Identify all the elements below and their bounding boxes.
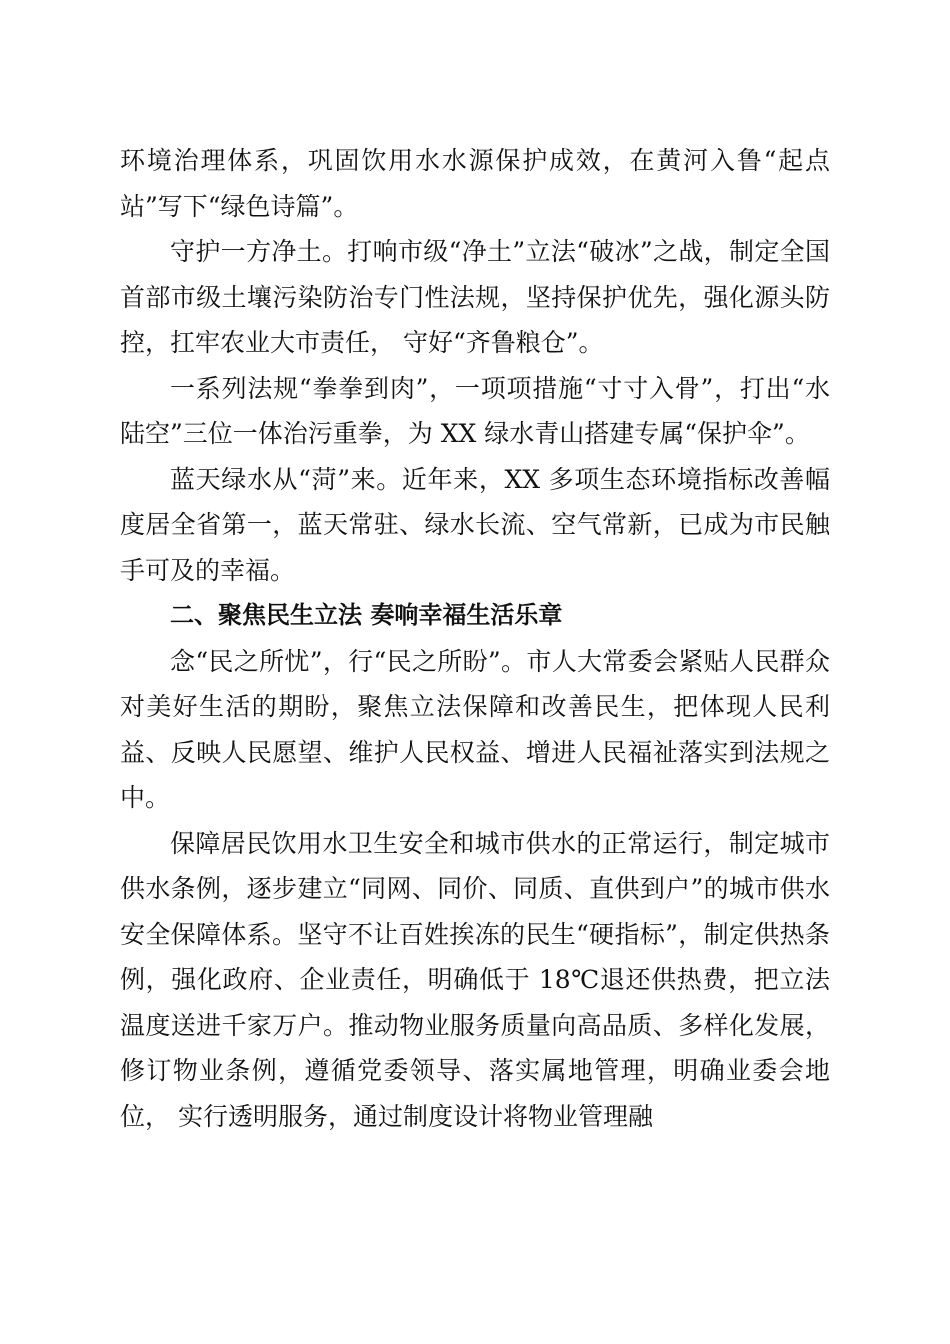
paragraph-livelihood: 念“民之所忧”，行“民之所盼”。市人大常委会紧贴人民群众对美好生活的期盼，聚焦立法保障和改善民生，把体现人民利益、反映人民愿望、维护人民权益、增进人民福祉落实到法规之中。 xyxy=(120,646,830,812)
paragraph-regulations: 一系列法规“拳拳到肉”，一项项措施“寸寸入骨”，打出“水陆空”三位一体治污重拳，为 XX 绿水青山搭建专属“保护伞”。 xyxy=(120,373,830,448)
section-heading: 二、聚焦民生立法 奏响幸福生活乐章 xyxy=(170,601,563,629)
paragraph-soil-protection: 守护一方净土。打响市级“净土”立法“破冰”之战，制定全国首部市级土壤污染防治专门性法规，坚持保护优先，强化源头防控，扛牢农业大市责任， 守好“齐鲁粮仓”。 xyxy=(120,237,830,357)
paragraph-continuation: 环境治理体系，巩固饮用水水源保护成效，在黄河入鲁“起点站”写下“绿色诗篇”。 xyxy=(120,146,830,221)
paragraph-blue-sky: 蓝天绿水从“菏”来。近年来，XX 多项生态环境指标改善幅度居全省第一，蓝天常驻、绿水长流、空气常新，已成为市民触手可及的幸福。 xyxy=(120,464,830,585)
document-page xyxy=(120,138,830,1139)
paragraph-water-heating: 保障居民饮用水卫生安全和城市供水的正常运行，制定城市供水条例，逐步建立“同网、同价、同质、直供到户”的城市供水安全保障体系。坚守不让百姓挨冻的民生“硬指标”，制定供热条例，强化政府、企业责任，明确低于 18℃退还供热费，把立法温度送进千家万户。推动物业服务质量向高品质、多样化发展，修订物业条例，遵循党委领导、落实属地管理，明确业委会地位， 实行透明服务，通过制度设计将物业管理融 xyxy=(120,828,830,1131)
